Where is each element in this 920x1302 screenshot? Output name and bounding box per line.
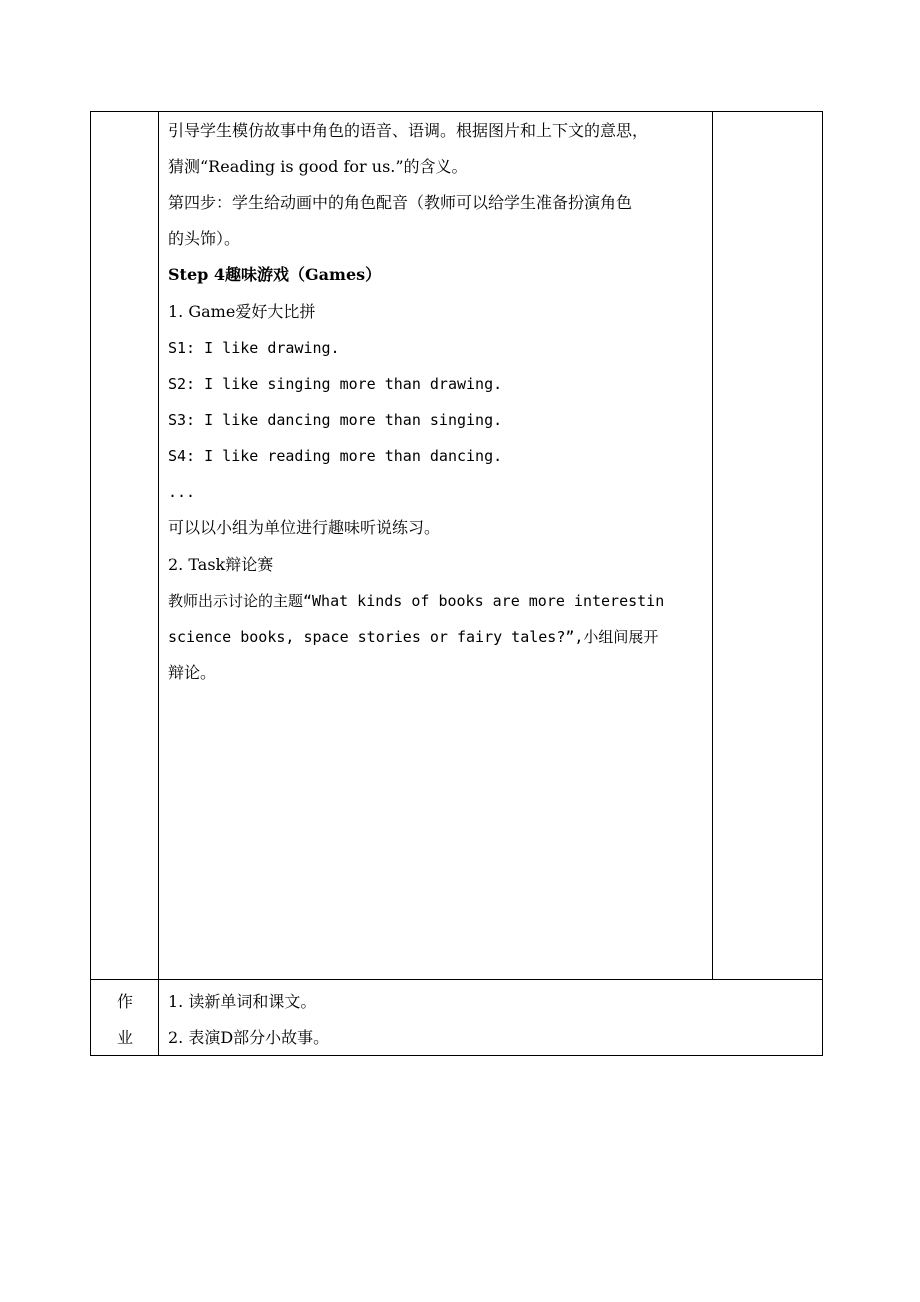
homework-label-top: 作 [116,992,133,1011]
content-line-practice: 可以以小组为单位进行趣味听说练习。 [168,518,441,537]
debate-topic-line-3: 辩论。 [168,663,217,682]
dialogue-s2: S2: I like singing more than drawing. [168,375,503,393]
game-heading: 1. Game爱好大比拼 [168,302,316,321]
dialogue-s1: S1: I like drawing. [168,339,340,357]
table-divider-left [158,111,159,1056]
content-line-1: 引导学生模仿故事中角色的语音、语调。根据图片和上下文的意思， [168,121,649,140]
table-divider-right [712,111,713,980]
table-row-divider [90,979,823,980]
homework-item-1: 1. 读新单词和课文。 [168,992,317,1011]
content-line-2: 猜测“Reading is good for us.”的含义。 [168,157,468,176]
debate-topic-line-2: science books, space stories or fairy tales?”,小组间展开 [168,628,659,646]
debate-topic-line-1: 教师出示讨论的主题“What kinds of books are more interestin [168,592,665,610]
dialogue-s3: S3: I like dancing more than singing. [168,411,503,429]
task-heading: 2. Task辩论赛 [168,555,274,574]
dialogue-ellipsis: ... [168,483,196,501]
homework-label-bottom: 业 [116,1028,133,1047]
lesson-plan-table [90,111,823,1056]
homework-item-2: 2. 表演D部分小故事。 [168,1028,330,1047]
content-line-3: 第四步：学生给动画中的角色配音（教师可以给学生准备扮演角色 [168,193,633,212]
step-4-heading: Step 4趣味游戏（Games） [168,265,382,284]
content-line-4: 的头饰）。 [168,229,241,248]
dialogue-s4: S4: I like reading more than dancing. [168,447,503,465]
